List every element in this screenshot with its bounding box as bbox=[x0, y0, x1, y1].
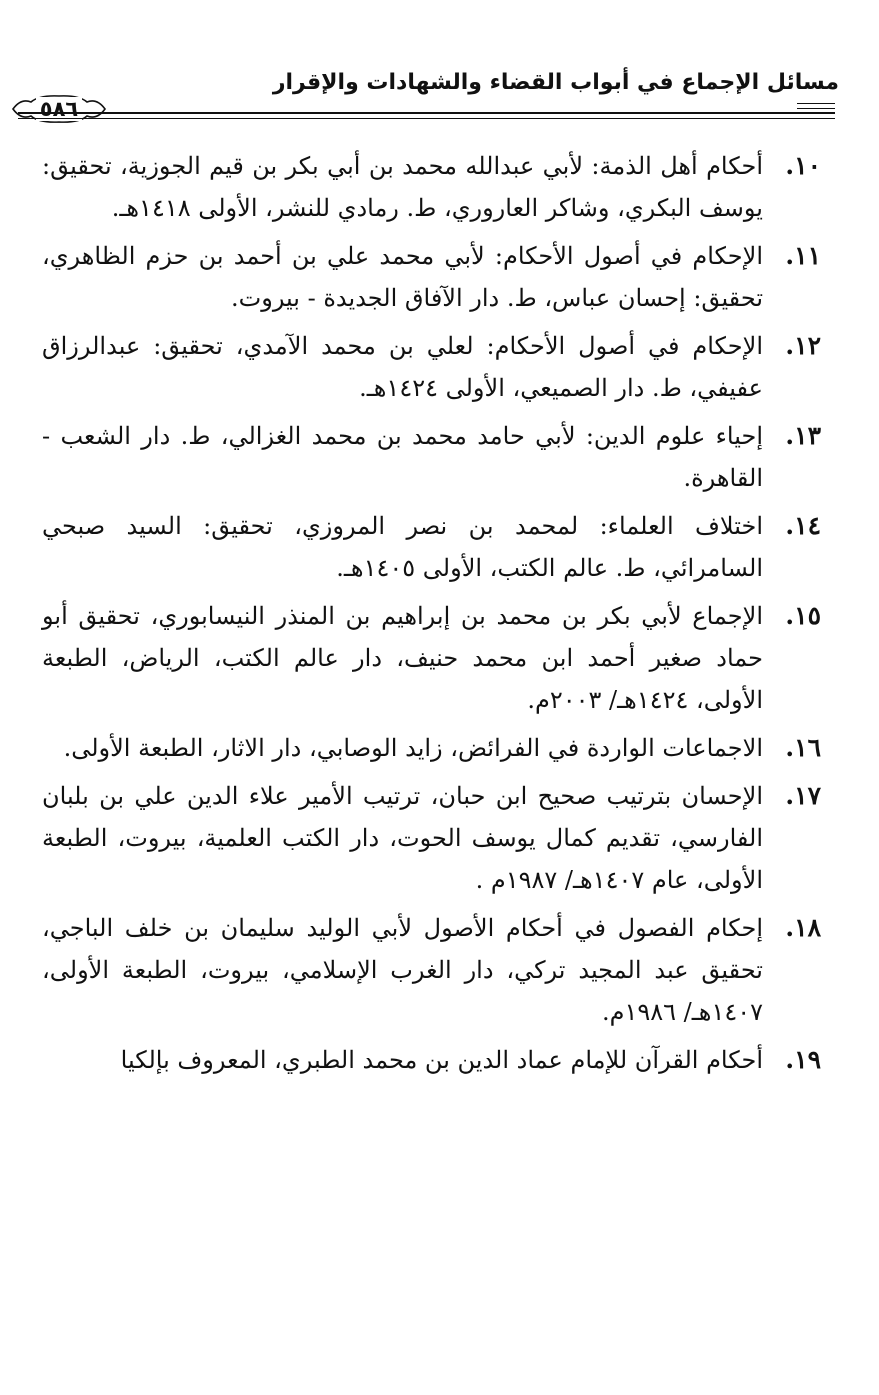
entry-text: الإجماع لأبي بكر بن محمد بن إبراهيم بن المنذر النيسابوري، تحقيق أبو حماد صغير أحمد ابن محمد حنيف، دار عالم الكتب، الرياض، الطبعة الأولى، ١٤٢٤هـ/ ٢٠٠٣م. bbox=[42, 602, 763, 714]
entry-number: ١٧. bbox=[785, 781, 821, 810]
bibliography-entry bbox=[42, 595, 821, 721]
bibliography-entry bbox=[42, 775, 821, 901]
entry-text: إحياء علوم الدين: لأبي حامد محمد بن محمد الغزالي، ط. دار الشعب - القاهرة. bbox=[42, 422, 763, 492]
bibliography-list bbox=[42, 145, 821, 1087]
bibliography-entry bbox=[42, 415, 821, 499]
entry-text: الإحكام في أصول الأحكام: لأبي محمد علي بن أحمد بن حزم الظاهري، تحقيق: إحسان عباس، ط. دار الآفاق الجديدة - بيروت. bbox=[42, 242, 764, 312]
bibliography-entry bbox=[42, 727, 821, 769]
page-number: ٥٨٦ bbox=[36, 97, 82, 121]
entry-number: ١٦. bbox=[785, 733, 821, 762]
running-header-title: مسائل الإجماع في أبواب القضاء والشهادات والإقرار bbox=[272, 70, 839, 95]
bibliography-entry bbox=[42, 907, 821, 1033]
entry-number: ١٨. bbox=[785, 913, 821, 942]
entry-number: ١٢. bbox=[785, 331, 821, 360]
entry-number: ١٥. bbox=[785, 601, 821, 630]
entry-number: ١٩. bbox=[785, 1045, 821, 1074]
entry-text: أحكام القرآن للإمام عماد الدين بن محمد الطبري، المعروف بإلكيا bbox=[120, 1046, 763, 1074]
entry-text: الاجماعات الواردة في الفرائض، زايد الوصابي، دار الاثار، الطبعة الأولى. bbox=[63, 734, 763, 762]
header-rule bbox=[18, 112, 835, 119]
entry-text: أحكام أهل الذمة: لأبي عبدالله محمد بن أبي بكر بن قيم الجوزية، تحقيق: يوسف البكري، وشاكر العاروري، ط. رمادي للنشر، الأولى ١٤١٨هـ. bbox=[42, 152, 763, 222]
entry-text: الإحسان بترتيب صحيح ابن حبان، ترتيب الأمير علاء الدين علي بن بلبان الفارسي، تقديم كمال يوسف الحوت، دار الكتب العلمية، بيروت، الطبعة الأولى، عام ١٤٠٧هـ/ ١٩٨٧م . bbox=[42, 782, 764, 894]
entry-text: الإحكام في أصول الأحكام: لعلي بن محمد الآمدي، تحقيق: عبدالرزاق عفيفي، ط. دار الصميعي، الأولى ١٤٢٤هـ. bbox=[42, 332, 763, 402]
entry-number: ١٣. bbox=[785, 421, 821, 450]
bibliography-entry bbox=[42, 325, 821, 409]
entry-number: ١١. bbox=[785, 241, 821, 270]
bibliography-entry bbox=[42, 235, 821, 319]
entry-text: اختلاف العلماء: لمحمد بن نصر المروزي، تحقيق: السيد صبحي السامرائي، ط. عالم الكتب، الأولى ١٤٠٥هـ. bbox=[42, 512, 763, 582]
bibliography-entry bbox=[42, 145, 821, 229]
entry-text: إحكام الفصول في أحكام الأصول لأبي الوليد سليمان بن خلف الباجي، تحقيق عبد المجيد تركي، دار الغرب الإسلامي، بيروت، الطبعة الأولى، ١٤٠٧هـ/ ١٩٨٦م. bbox=[42, 914, 763, 1026]
entry-number: ١٤. bbox=[785, 511, 821, 540]
bibliography-entry bbox=[42, 1039, 821, 1081]
bibliography-entry bbox=[42, 505, 821, 589]
entry-number: ١٠. bbox=[785, 151, 821, 180]
page-number-badge bbox=[9, 92, 109, 126]
